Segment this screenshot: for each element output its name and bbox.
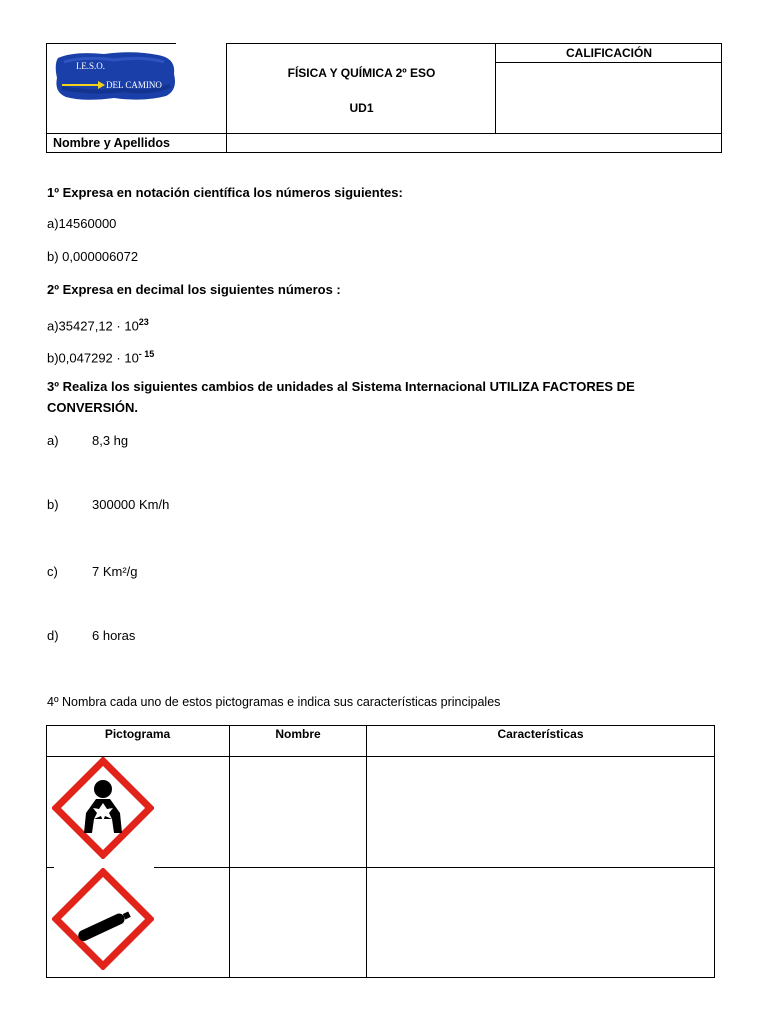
question-2b-base: b)0,047292 · 10 — [47, 350, 139, 366]
school-logo — [54, 50, 178, 102]
name-label: Nombre y Apellidos — [53, 136, 170, 150]
logo-text-top: I.E.S.O. — [76, 61, 105, 71]
grade-label: CALIFICACIÓN — [566, 46, 652, 60]
column-header-nombre: Nombre — [275, 727, 321, 741]
question-4-title: 4º Nombra cada uno de estos pictogramas e indica sus características principales — [47, 695, 501, 709]
question-2b — [47, 346, 154, 366]
question-2b-exponent: - 15 — [138, 349, 155, 359]
question-3-title-line-2: CONVERSIÓN. — [47, 400, 139, 415]
subject-title: FÍSICA Y QUÍMICA 2º ESO — [287, 66, 436, 80]
question-3b-letter: b) — [47, 497, 59, 512]
question-3b-value: 300000 Km/h — [92, 497, 170, 512]
logo-text-bottom: DEL CAMINO — [106, 80, 162, 90]
question-3a-letter: a) — [47, 433, 59, 448]
question-3c-letter: c) — [47, 564, 58, 579]
question-1a: a)14560000 — [47, 216, 117, 231]
health-hazard-icon — [52, 757, 154, 864]
question-2a-base: a)35427,12 · 10 — [47, 318, 139, 334]
pictogram-table — [46, 725, 715, 978]
question-3d-value: 6 horas — [92, 628, 136, 643]
column-header-pictograma: Pictograma — [104, 727, 171, 741]
question-3d-letter: d) — [47, 628, 59, 643]
gas-cylinder-icon — [52, 868, 154, 975]
question-3a-value: 8,3 hg — [92, 433, 129, 448]
question-1b: b) 0,000006072 — [47, 249, 139, 264]
question-2a — [47, 314, 149, 334]
question-3-title-line-1: 3º Realiza los siguientes cambios de unidades al Sistema Internacional UTILIZA FACTORES DE — [47, 379, 635, 394]
question-2-title: 2º Expresa en decimal los siguientes números : — [47, 282, 341, 297]
column-header-caracteristicas: Características — [497, 727, 584, 741]
question-3c-value: 7 Km²/g — [92, 564, 138, 579]
question-1-title: 1º Expresa en notación científica los números siguientes: — [47, 185, 403, 200]
question-2a-exponent: 23 — [138, 317, 149, 327]
unit-title: UD1 — [349, 101, 374, 115]
